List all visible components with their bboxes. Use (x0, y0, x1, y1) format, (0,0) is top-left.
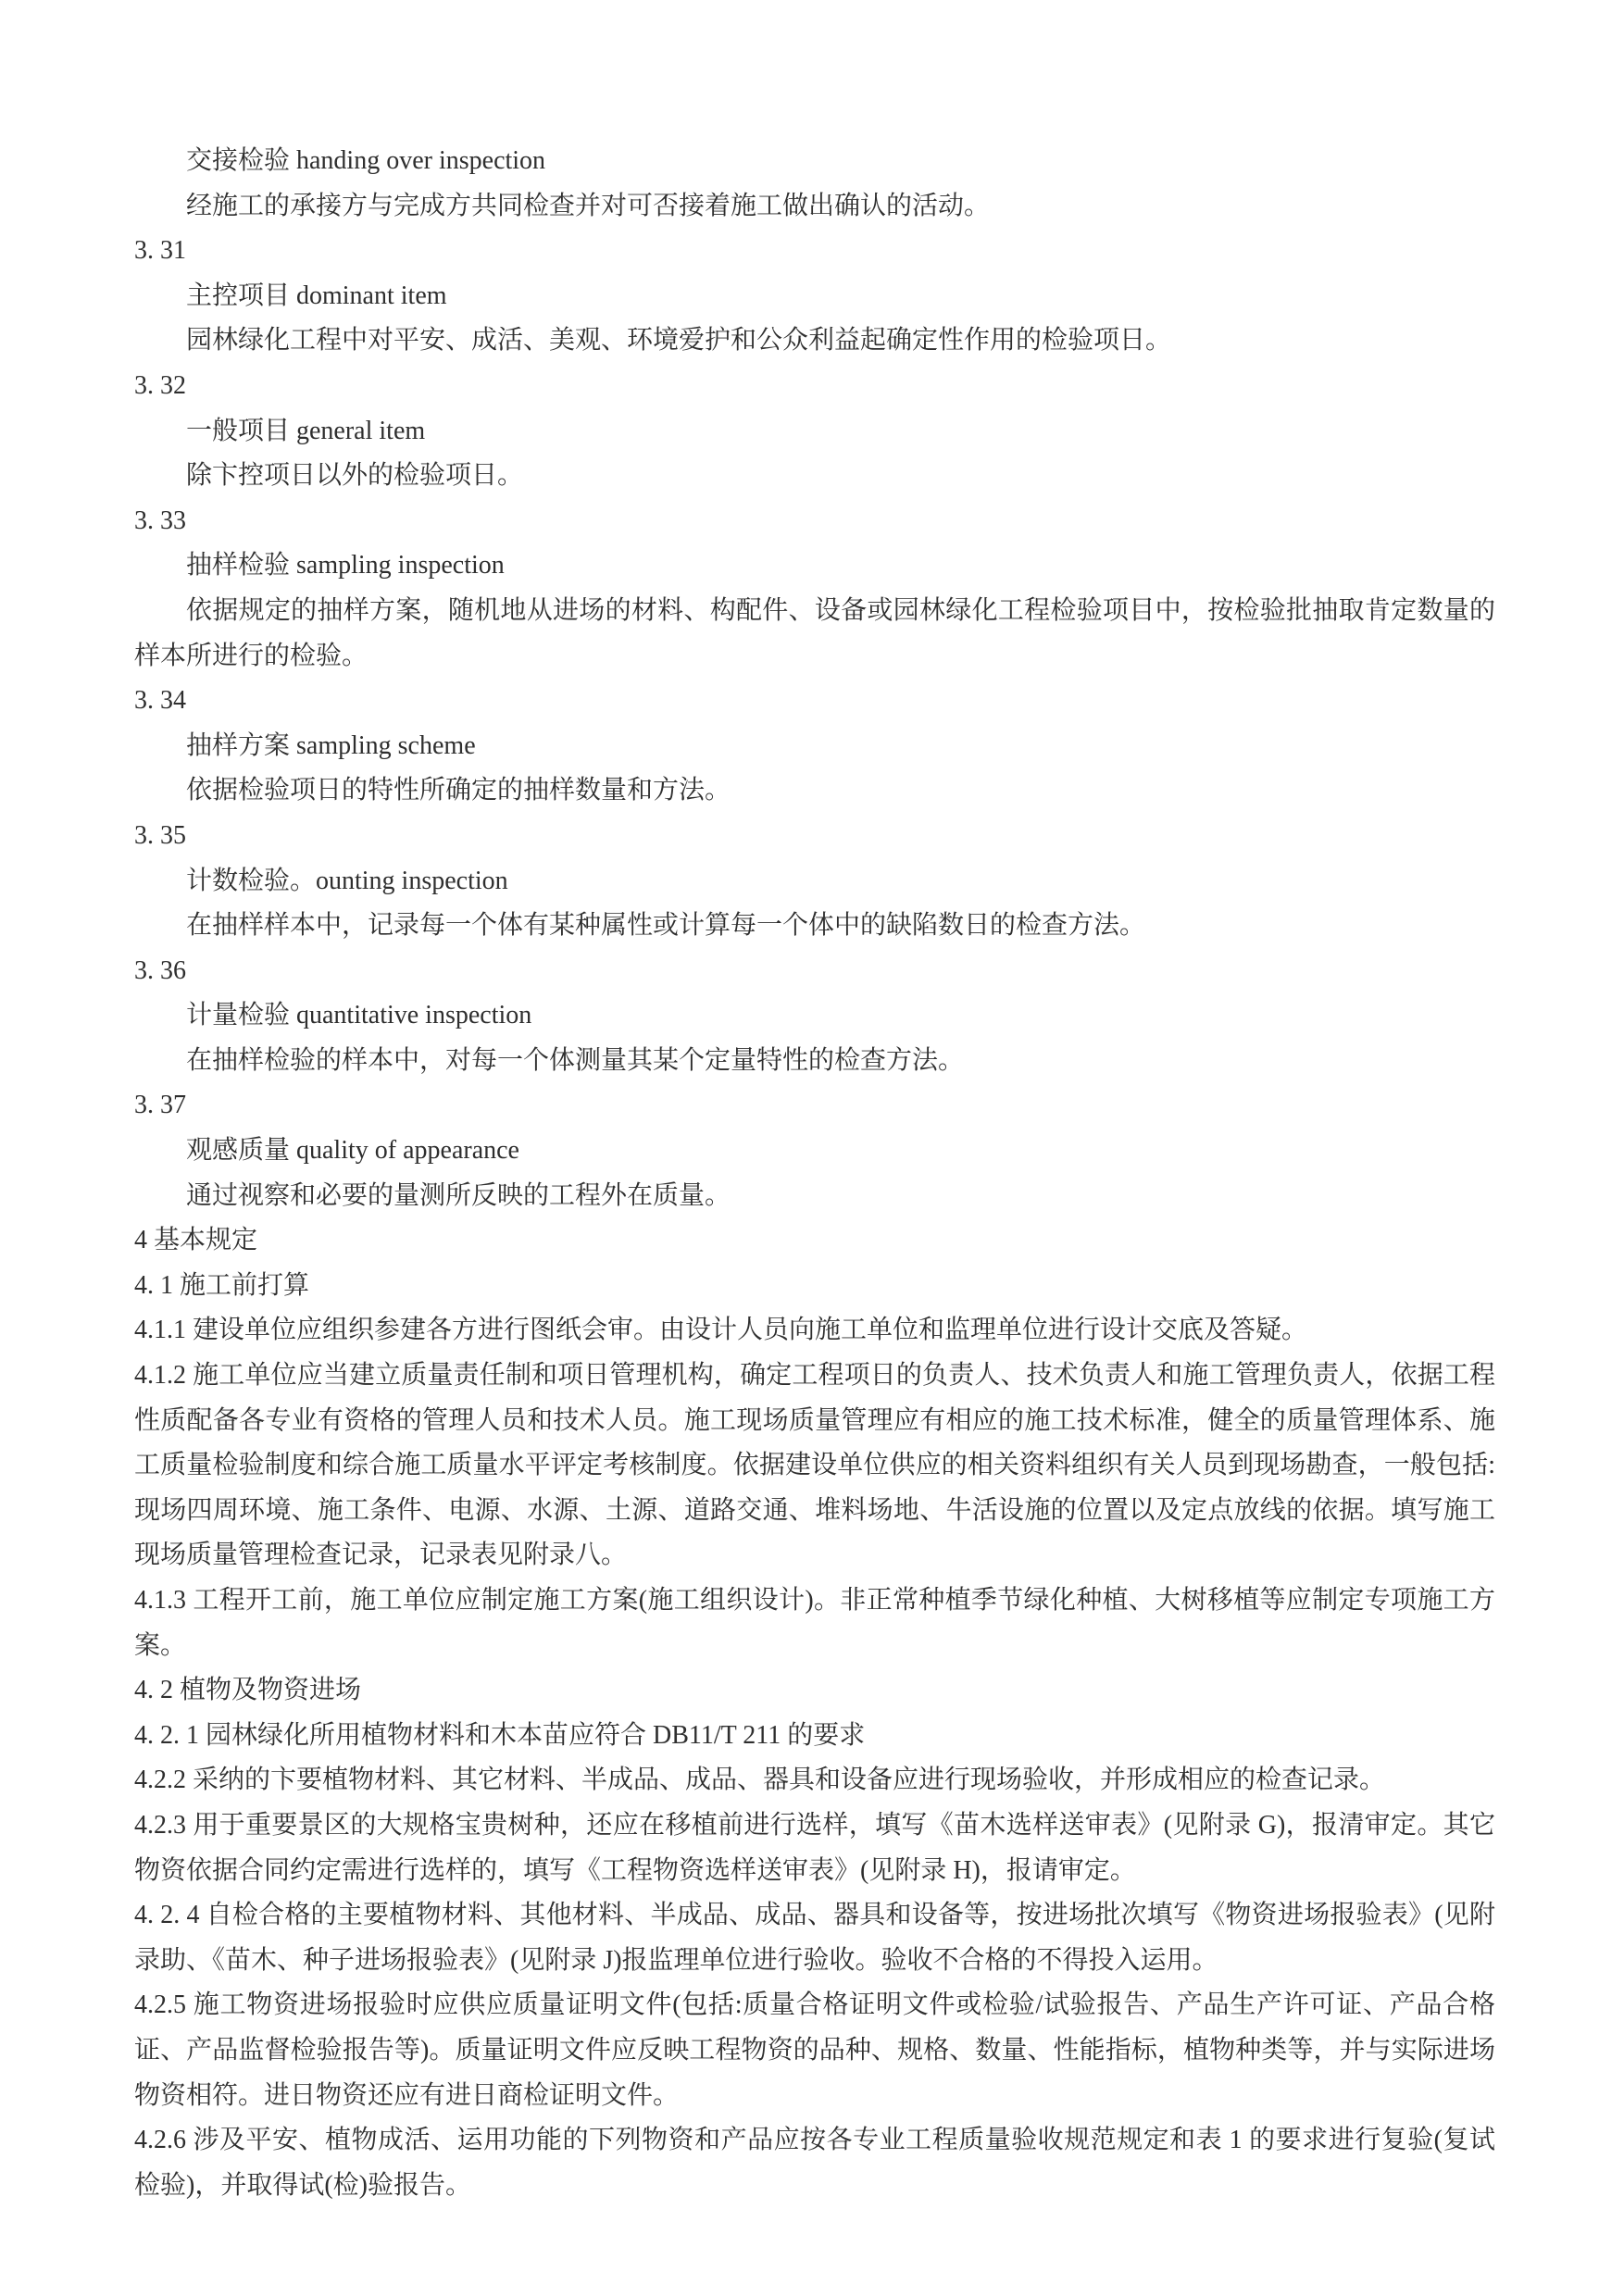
term-line: 计量检验 quantitative inspection (186, 1001, 532, 1030)
clause-paragraph: 4.1.2 施工单位应当建立质量责任制和项日管理机构，确定工程项日的负责人、技术负责人和施工管理负责人，依据工程性质配备各专业有资格的管理人员和技术人员。施工现场质量管理应有相应的施工技术标准，健全的质量管理体系、施工质量检验制度和综合施工质量水平评定考核制度。依据建设单位供应的相关资料组织有关人员到现场勘查，一般包括:现场四周环境、施工条件、电源、水源、土源、道路交通、堆料场地、牛活设施的位置以及定点放线的依据。填写施工现场质量管理检查记录，记录表见附录八。 (134, 1361, 1495, 1570)
term-line: 一般项目 general item (186, 416, 426, 445)
clause-paragraph: 4. 2. 4 自检合格的主要植物材料、其他材料、半成品、成品、器具和设备等，按进场批次填写《物资进场报验表》(见附录助、《苗木、种子进场报验表》(见附录 J)报监理单位进行验收。验收不合格的不得投入运用。 (134, 1901, 1495, 1975)
section-heading: 4. 1 施工前打算 (134, 1270, 310, 1300)
term-line: 抽样方案 sampling scheme (186, 730, 476, 760)
clause-paragraph: 4.2.6 涉及平安、植物成活、运用功能的下列物资和产品应按各专业工程质量验收规范规定和表 1 的要求进行复验(复试检验)，并取得试(检)验报告。 (134, 2126, 1495, 2200)
definition-line: 通过视察和必要的量测所反映的工程外在质量。 (186, 1180, 731, 1210)
definition-line: 除卞控项日以外的检验项日。 (186, 461, 524, 491)
clause-number: 3. 35 (134, 820, 186, 850)
clause-paragraph: 4.2.5 施工物资进场报验时应供应质量证明文件(包括:质量合格证明文件或检验/试验报告、产品生产许可证、产品合格证、产品监督检验报告等)。质量证明文件应反映工程物资的品种、规格、数量、性能指标，植物种类等，并与实际进场物资相符。进日物资还应有进日商检证明文件。 (134, 1990, 1495, 2110)
section-heading: 4. 2 植物及物资进场 (134, 1676, 362, 1705)
document-body (134, 139, 1495, 2208)
clause-number: 3. 33 (134, 505, 186, 535)
definition-line: 园林绿化工程中对平安、成活、美观、环境爱护和公众利益起确定性作用的检验项日。 (186, 326, 1172, 356)
definition-line: 依据检验项日的特性所确定的抽样数量和方法。 (186, 776, 731, 805)
definition-line: 经施工的承接方与完成方共同检查并对可否接着施工做出确认的活动。 (186, 191, 991, 220)
term-line: 交接检验 handing over inspection (186, 146, 546, 175)
term-line: 主控项目 dominant item (186, 281, 447, 310)
clause-paragraph: 4.2.2 采纳的卞要植物材料、其它材料、半成品、成品、器具和设备应进行现场验收，并形成相应的检查记录。 (134, 1766, 1386, 1795)
clause-paragraph: 4.2.3 用于重要景区的大规格宝贵树种，还应在移植前进行选样，填写《苗木选样送审表》(见附录 G)，报清审定。其它物资依据合同约定需进行选样的，填写《工程物资选样送审表》(见附录 H)，报请审定。 (134, 1810, 1495, 1885)
definition-line: 在抽样样本中，记录每一个体有某种属性或计算每一个体中的缺陷数日的检查方法。 (186, 911, 1146, 941)
definition-line: 在抽样检验的样本中，对每一个体测量其某个定量特性的检查方法。 (186, 1045, 965, 1075)
clause-paragraph: 4.1.3 工程开工前，施工单位应制定施工方案(施工组织设计)。非正常种植季节绿化种植、大树移植等应制定专项施工方案。 (134, 1586, 1495, 1660)
clause-number: 3. 36 (134, 955, 186, 985)
definition-line: 依据规定的抽样方案，随机地从进场的材料、构配件、设备或园林绿化工程检验项目中，按检验批抽取肯定数量的样本所进行的检验。 (134, 595, 1495, 670)
clause-paragraph: 4.1.1 建设单位应组织参建各方进行图纸会审。由设计人员向施工单位和监理单位进行设计交底及答疑。 (134, 1316, 1308, 1345)
term-line: 观感质量 quality of appearance (186, 1136, 519, 1166)
clause-paragraph: 4. 2. 1 园林绿化所用植物材料和木本苗应符合 DB11/T 211 的要求 (134, 1720, 866, 1750)
clause-number: 3. 34 (134, 686, 186, 716)
clause-number: 3. 32 (134, 370, 186, 400)
clause-number: 3. 31 (134, 236, 186, 266)
clause-number: 3. 37 (134, 1091, 186, 1120)
term-line: 计数检验。ounting inspection (186, 866, 508, 895)
chapter-heading: 4 基本规定 (134, 1226, 258, 1255)
term-line: 抽样检验 sampling inspection (186, 551, 505, 580)
